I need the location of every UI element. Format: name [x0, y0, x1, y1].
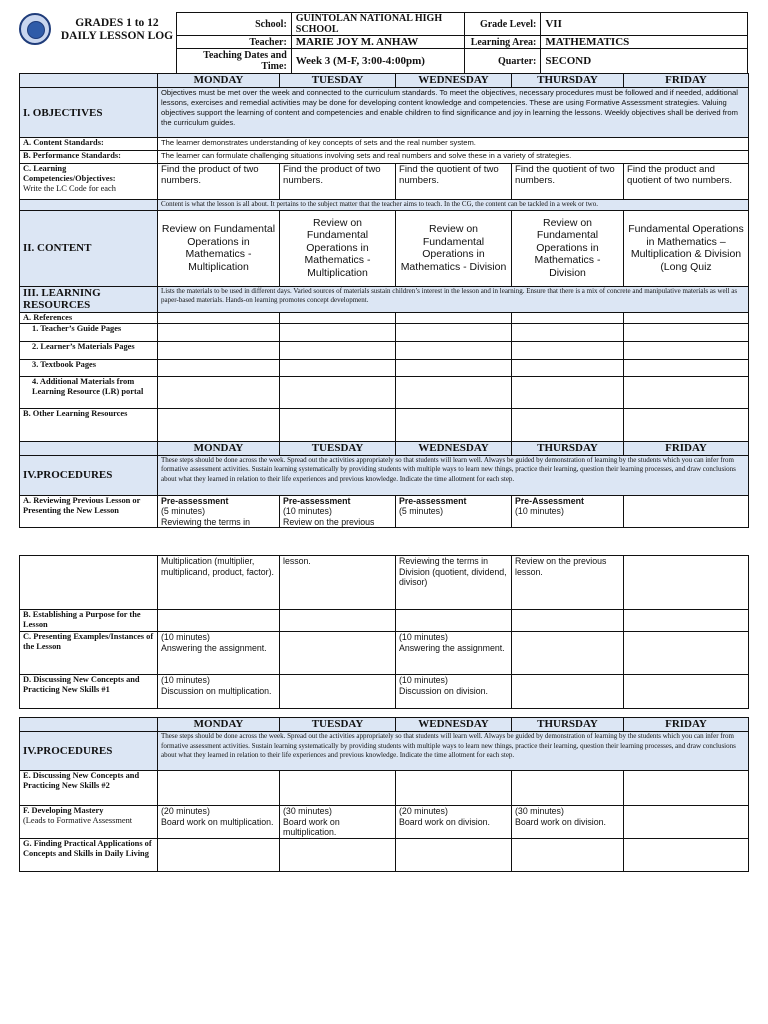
day-header-friday: FRIDAY	[624, 441, 749, 455]
resource-row-label: 2. Learner’s Materials Pages	[20, 341, 158, 359]
procedure-f-cell-tuesday: (30 minutes) Board work on multiplication.	[280, 806, 396, 839]
resource-cell-monday	[158, 323, 280, 341]
school-value: GUINTOLAN NATIONAL HIGH SCHOOL	[291, 13, 465, 36]
procedure-f-cell-friday	[624, 806, 749, 839]
procedure-g-cell-friday	[624, 838, 749, 871]
procedure-g-cell-thursday	[512, 838, 624, 871]
procedure-c-cell-friday	[624, 632, 749, 675]
procedure-b-cell-monday	[158, 610, 280, 632]
resource-cell-monday	[158, 408, 280, 441]
teacher-label: Teacher:	[177, 36, 292, 49]
day-header-blank	[20, 74, 158, 88]
competency-cell-tuesday: Find the product of two numbers.	[280, 164, 396, 200]
quarter-value: SECOND	[541, 49, 748, 74]
day-header-wednesday: WEDNESDAY	[396, 718, 512, 732]
resource-row-label: 4. Additional Materials from Learning Resource (LR) portal	[20, 376, 158, 408]
grade-level-label: Grade Level:	[465, 13, 541, 36]
resource-cell-thursday	[512, 359, 624, 376]
resource-cell-monday	[158, 376, 280, 408]
procedure-d-cell-wednesday: (10 minutes) Discussion on division.	[396, 675, 512, 709]
day-header-monday: MONDAY	[158, 718, 280, 732]
procedure-g-cell-monday	[158, 838, 280, 871]
resource-cell-monday	[158, 359, 280, 376]
day-header-tuesday: TUESDAY	[280, 74, 396, 88]
day-header-blank	[20, 441, 158, 455]
procedure-f-sub-text: (Leads to Formative Assessment	[23, 816, 133, 825]
day-header-wednesday: WEDNESDAY	[396, 74, 512, 88]
resource-row-label: 3. Textbook Pages	[20, 359, 158, 376]
procedure-b-label: B. Establishing a Purpose for the Lesson	[20, 610, 158, 632]
procedure-e-cell-thursday	[512, 771, 624, 806]
procedure-a-cell-wednesday	[396, 495, 512, 528]
day-header-thursday: THURSDAY	[512, 718, 624, 732]
day-header-thursday: THURSDAY	[512, 74, 624, 88]
resource-cell-tuesday	[280, 359, 396, 376]
day-header-tuesday: TUESDAY	[280, 441, 396, 455]
performance-standards-label: B. Performance Standards:	[20, 151, 158, 164]
learning-resources-note: Lists the materials to be used in different days. Varied sources of materials sustain children’s interest in the lesson and in learning. Ensure that there is a mix of concrete and manipulative materials as well as paper-based materials. Hands-on learning promotes concept development.	[158, 286, 749, 312]
resource-cell-wednesday	[396, 312, 512, 323]
procedure-a-label: A. Reviewing Previous Lesson or Presenting the New Lesson	[20, 495, 158, 528]
procedure-a-l3-text: Review on the previous	[283, 516, 375, 527]
procedure-g-cell-wednesday	[396, 838, 512, 871]
day-header-blank	[20, 718, 158, 732]
resource-cell-monday	[158, 341, 280, 359]
resource-cell-friday	[624, 359, 749, 376]
procedure-c-cell-tuesday	[280, 632, 396, 675]
procedure-a-continued-cell-thursday: Review on the previous lesson.	[512, 556, 624, 610]
day-header-row-3	[20, 718, 749, 732]
resource-cell-thursday	[512, 341, 624, 359]
day-header-friday: FRIDAY	[624, 74, 749, 88]
resource-cell-friday	[624, 408, 749, 441]
form-title-line1: GRADES 1 to 12	[75, 17, 159, 29]
resource-cell-thursday	[512, 376, 624, 408]
resource-cell-friday	[624, 312, 749, 323]
competency-cell-friday: Find the product and quotient of two numbers.	[624, 164, 749, 200]
content-note: Content is what the lesson is all about. It pertains to the subject matter that the teacher aims to teach. In the CG, the content can be tackled in a week or two.	[158, 200, 749, 211]
procedure-d-cell-tuesday	[280, 675, 396, 709]
procedures-heading: IV.PROCEDURES	[20, 455, 158, 495]
resource-cell-friday	[624, 323, 749, 341]
procedures-note: These steps should be done across the week. Spread out the activities appropriately so that students will learn well. Always be guided by demonstration of learning by the students which you can infer from formative assessment activities. Sustain learning systematically by providing students with multiple ways to learn new things, practice their learning, question their learning processes, and draw conclusions about what they learned in relation to their life experiences and previous knowledge. Indicate the time allotment for each step.	[158, 455, 749, 495]
day-header-monday: MONDAY	[158, 74, 280, 88]
form-title	[58, 17, 176, 43]
competencies-sub-text: Write the LC Code for each	[23, 184, 116, 193]
day-header-wednesday: WEDNESDAY	[396, 441, 512, 455]
competency-cell-thursday: Find the quotient of two numbers.	[512, 164, 624, 200]
procedure-g-label: G. Finding Practical Applications of Concepts and Skills in Daily Living	[20, 838, 158, 871]
procedure-a-title-text: Pre-assessment	[399, 495, 467, 506]
procedures-heading-2: IV.PROCEDURES	[20, 732, 158, 771]
teacher-value: MARIE JOY M. ANHAW	[291, 36, 465, 49]
content-cell-tuesday: Review on Fundamental Operations in Mathematics - Multiplication	[280, 210, 396, 286]
procedure-a-l2-text: (10 minutes)	[283, 506, 332, 516]
procedure-a-continued-cell-wednesday: Reviewing the terms in Division (quotient, dividend, divisor)	[396, 556, 512, 610]
form-title-line2: DAILY LESSON LOG	[60, 30, 174, 42]
procedure-a-continued-label	[20, 556, 158, 610]
resource-cell-wednesday	[396, 323, 512, 341]
lesson-log-table-page2	[19, 555, 749, 709]
procedure-b-cell-thursday	[512, 610, 624, 632]
procedure-e-cell-monday	[158, 771, 280, 806]
procedure-a-l2-text: (5 minutes)	[161, 506, 205, 516]
resource-cell-thursday	[512, 323, 624, 341]
learning-area-label: Learning Area:	[465, 36, 541, 49]
content-cell-friday: Fundamental Operations in Mathematics – Multiplication & Division (Long Quiz	[624, 210, 749, 286]
procedure-b-cell-friday	[624, 610, 749, 632]
procedures-note-2: These steps should be done across the week. Spread out the activities appropriately so that students will learn well. Always be guided by demonstration of learning by the students which you can infer from formative assessment activities. Sustain learning systematically by providing students with multiple ways to learn new things, practice their learning, question their learning processes, and draw conclusions about what they learned in relation to their life experiences and previous knowledge. Indicate the time allotment for each step.	[158, 732, 749, 771]
procedure-c-cell-monday: (10 minutes) Answering the assignment.	[158, 632, 280, 675]
quarter-label: Quarter:	[465, 49, 541, 74]
resource-cell-wednesday	[396, 408, 512, 441]
procedure-a-title-text: Pre-assessment	[161, 495, 229, 506]
learning-resources-heading: III. LEARNING RESOURCES	[20, 286, 158, 312]
procedure-a-cell-thursday	[512, 495, 624, 528]
resource-cell-thursday	[512, 312, 624, 323]
objectives-heading: I. OBJECTIVES	[20, 88, 158, 138]
content-cell-thursday: Review on Fundamental Operations in Mathematics - Division	[512, 210, 624, 286]
procedure-a-continued-cell-monday: Multiplication (multiplier, multiplicand, product, factor).	[158, 556, 280, 610]
content-cell-monday: Review on Fundamental Operations in Mathematics - Multiplication	[158, 210, 280, 286]
procedure-d-cell-monday: (10 minutes) Discussion on multiplication.	[158, 675, 280, 709]
day-header-thursday: THURSDAY	[512, 441, 624, 455]
resource-row-label: A. References	[20, 312, 158, 323]
procedure-b-cell-wednesday	[396, 610, 512, 632]
procedure-d-cell-friday	[624, 675, 749, 709]
procedure-e-cell-friday	[624, 771, 749, 806]
resource-cell-tuesday	[280, 341, 396, 359]
deped-seal-icon	[19, 13, 51, 45]
grade-level-value: VII	[541, 13, 748, 36]
resource-row-label: B. Other Learning Resources	[20, 408, 158, 441]
lesson-log-table-page1	[19, 73, 749, 528]
procedure-a-cell-monday	[158, 495, 280, 528]
content-cell-wednesday: Review on Fundamental Operations in Mathematics - Division	[396, 210, 512, 286]
procedure-f-label-text: F. Developing Mastery	[23, 806, 104, 815]
procedure-f-cell-thursday: (30 minutes) Board work on division.	[512, 806, 624, 839]
resource-cell-tuesday	[280, 408, 396, 441]
competencies-label-text: C. Learning Competencies/Objectives:	[23, 164, 116, 183]
procedure-c-cell-wednesday: (10 minutes) Answering the assignment.	[396, 632, 512, 675]
competency-cell-monday: Find the product of two numbers.	[158, 164, 280, 200]
procedure-a-continued-cell-tuesday: lesson.	[280, 556, 396, 610]
resource-cell-wednesday	[396, 376, 512, 408]
content-standards-text: The learner demonstrates understanding of key concepts of sets and the real number system.	[158, 138, 749, 151]
resource-cell-thursday	[512, 408, 624, 441]
procedure-b-cell-tuesday	[280, 610, 396, 632]
procedure-f-cell-monday: (20 minutes) Board work on multiplication.	[158, 806, 280, 839]
day-header-tuesday: TUESDAY	[280, 718, 396, 732]
resource-cell-friday	[624, 376, 749, 408]
resource-cell-friday	[624, 341, 749, 359]
procedure-d-cell-thursday	[512, 675, 624, 709]
content-heading: II. CONTENT	[20, 210, 158, 286]
procedure-a-title-text: Pre-Assessment	[515, 495, 584, 506]
procedure-e-cell-wednesday	[396, 771, 512, 806]
day-header-friday: FRIDAY	[624, 718, 749, 732]
resource-cell-wednesday	[396, 341, 512, 359]
header-info-grid	[176, 12, 748, 74]
resource-cell-tuesday	[280, 323, 396, 341]
procedure-e-cell-tuesday	[280, 771, 396, 806]
content-standards-label: A. Content Standards:	[20, 138, 158, 151]
objectives-note: Objectives must be met over the week and connected to the curriculum standards. To meet the objectives, necessary procedures must be followed and if needed, additional lessons, exercises and remedial activities may be done for developing content knowledge and competencies. These are using Formative Assessment strategies. Valuing objectives support the learning of content and competencies and enable children to find significance and joy in learning the lessons. Weekly objectives shall be derived from the curriculum guides.	[158, 88, 749, 138]
procedure-d-label: D. Discussing New Concepts and Practicing New Skills #1	[20, 675, 158, 709]
procedure-f-label	[20, 806, 158, 839]
procedure-a-title-text: Pre-assessment	[283, 495, 351, 506]
day-header-row	[20, 74, 749, 88]
procedure-a-continued-cell-friday	[624, 556, 749, 610]
resource-row-label: 1. Teacher’s Guide Pages	[20, 323, 158, 341]
competency-cell-wednesday: Find the quotient of two numbers.	[396, 164, 512, 200]
competencies-label	[20, 164, 158, 200]
resource-cell-tuesday	[280, 312, 396, 323]
procedure-c-label: C. Presenting Examples/Instances of the Lesson	[20, 632, 158, 675]
procedure-g-cell-tuesday	[280, 838, 396, 871]
procedure-a-l2-text: (10 minutes)	[515, 506, 564, 516]
day-header-monday: MONDAY	[158, 441, 280, 455]
learning-area-value: MATHEMATICS	[541, 36, 748, 49]
teaching-dates-label: Teaching Dates and Time:	[177, 49, 292, 74]
teaching-dates-value: Week 3 (M-F, 3:00-4:00pm)	[291, 49, 465, 74]
procedure-f-cell-wednesday: (20 minutes) Board work on division.	[396, 806, 512, 839]
procedure-c-cell-thursday	[512, 632, 624, 675]
performance-standards-text: The learner can formulate challenging situations involving sets and real numbers and solve these in a variety of strategies.	[158, 151, 749, 164]
resource-cell-monday	[158, 312, 280, 323]
procedure-a-cell-friday	[624, 495, 749, 528]
content-note-blank	[20, 200, 158, 211]
procedure-a-cell-tuesday	[280, 495, 396, 528]
procedure-e-label: E. Discussing New Concepts and Practicing New Skills #2	[20, 771, 158, 806]
procedure-a-l2-text: (5 minutes)	[399, 506, 443, 516]
procedure-a-l3-text: Reviewing the terms in	[161, 516, 250, 527]
resource-cell-tuesday	[280, 376, 396, 408]
resource-cell-wednesday	[396, 359, 512, 376]
school-label: School:	[177, 13, 292, 36]
day-header-row-2	[20, 441, 749, 455]
lesson-log-table-page3	[19, 717, 749, 872]
